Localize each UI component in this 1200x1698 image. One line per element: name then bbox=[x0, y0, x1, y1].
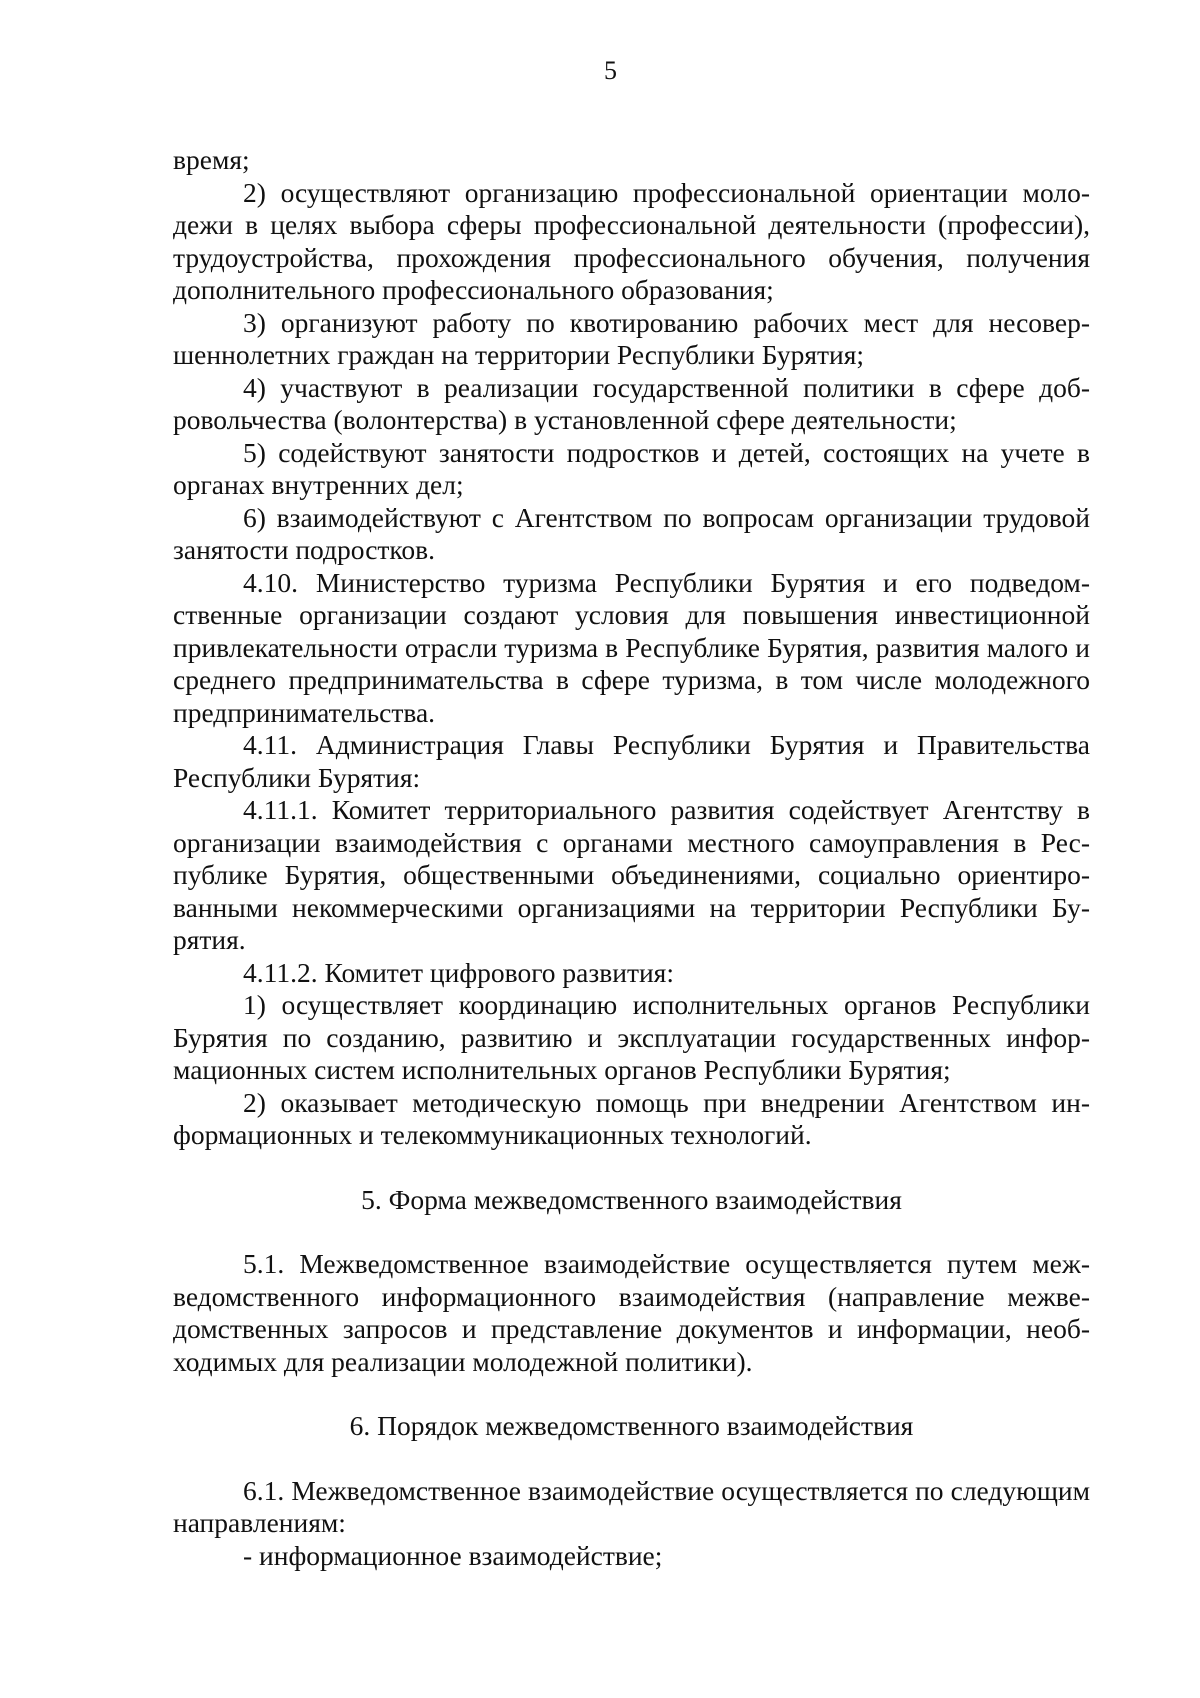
list-item-3: 3) организуют работу по квотированию рабочих мест для несовершеннолетних граждан на территории Республики Бурятия; bbox=[173, 306, 1090, 370]
clause-4-11-1: 4.11.1. Комитет территориального развития содействует Агентству в организации взаимодействия с органами местного самоуправления в Республике Бурятия, общественными объединениями, социально ориентированными некоммерческими организациями на территории Республики Бурятия. bbox=[173, 794, 1090, 955]
list-item-5: 5) содействуют занятости подростков и детей, состоящих на учете в органах внутренних дел; bbox=[173, 436, 1090, 500]
clause-4-11: 4.11. Администрация Главы Республики Бурятия и Правительства Республики Бурятия: bbox=[173, 729, 1090, 793]
document-body bbox=[173, 144, 1090, 1572]
clause-4-10: 4.10. Министерство туризма Республики Бурятия и его подведомственные организации создают условия для повышения инвестиционной привлекательности отрасли туризма в Республике Бурятия, развития малого и среднего предпринимательства в сфере туризма, в том числе молодежного предпринимательства. bbox=[173, 566, 1090, 728]
clause-6-1: 6.1. Межведомственное взаимодействие осуществляется по следующим направлениям: bbox=[173, 1474, 1090, 1538]
list-item-6: 6) взаимодействуют с Агентством по вопросам организации трудовой занятости подростков. bbox=[173, 501, 1090, 565]
clause-6-1-item-1: - информационное взаимодействие; bbox=[243, 1539, 663, 1571]
paragraph-continuation: время; bbox=[173, 144, 250, 175]
clause-4-11-2-item-1: 1) осуществляет координацию исполнительных органов Республики Бурятия по созданию, развитию и эксплуатации государственных информационных систем исполнительных органов Республики Бурятия; bbox=[173, 989, 1090, 1085]
section-6-heading: 6. Порядок межведомственного взаимодействия bbox=[349, 1410, 914, 1441]
list-item-4: 4) участвуют в реализации государственной политики в сфере добровольчества (волонтерства) в установленной сфере деятельности; bbox=[173, 371, 1090, 435]
list-item-2: 2) осуществляют организацию профессиональной ориентации молодежи в целях выбора сферы профессиональной деятельности (профессии), трудоустройства, прохождения профессионального обучения, получения дополнительного профессионального образования; bbox=[173, 176, 1090, 305]
clause-4-11-2: 4.11.2. Комитет цифрового развития: bbox=[243, 956, 674, 988]
page-number: 5 bbox=[604, 56, 617, 85]
clause-4-11-2-item-2: 2) оказывает методическую помощь при внедрении Агентством информационных и телекоммуникационных технологий. bbox=[173, 1086, 1090, 1150]
section-5-heading: 5. Форма межведомственного взаимодействия bbox=[361, 1183, 902, 1215]
clause-5-1: 5.1. Межведомственное взаимодействие осуществляется путем межведомственного информационного взаимодействия (направление межведомственных запросов и представление документов и информации, необходимых для реализации молодежной политики). bbox=[173, 1248, 1090, 1377]
